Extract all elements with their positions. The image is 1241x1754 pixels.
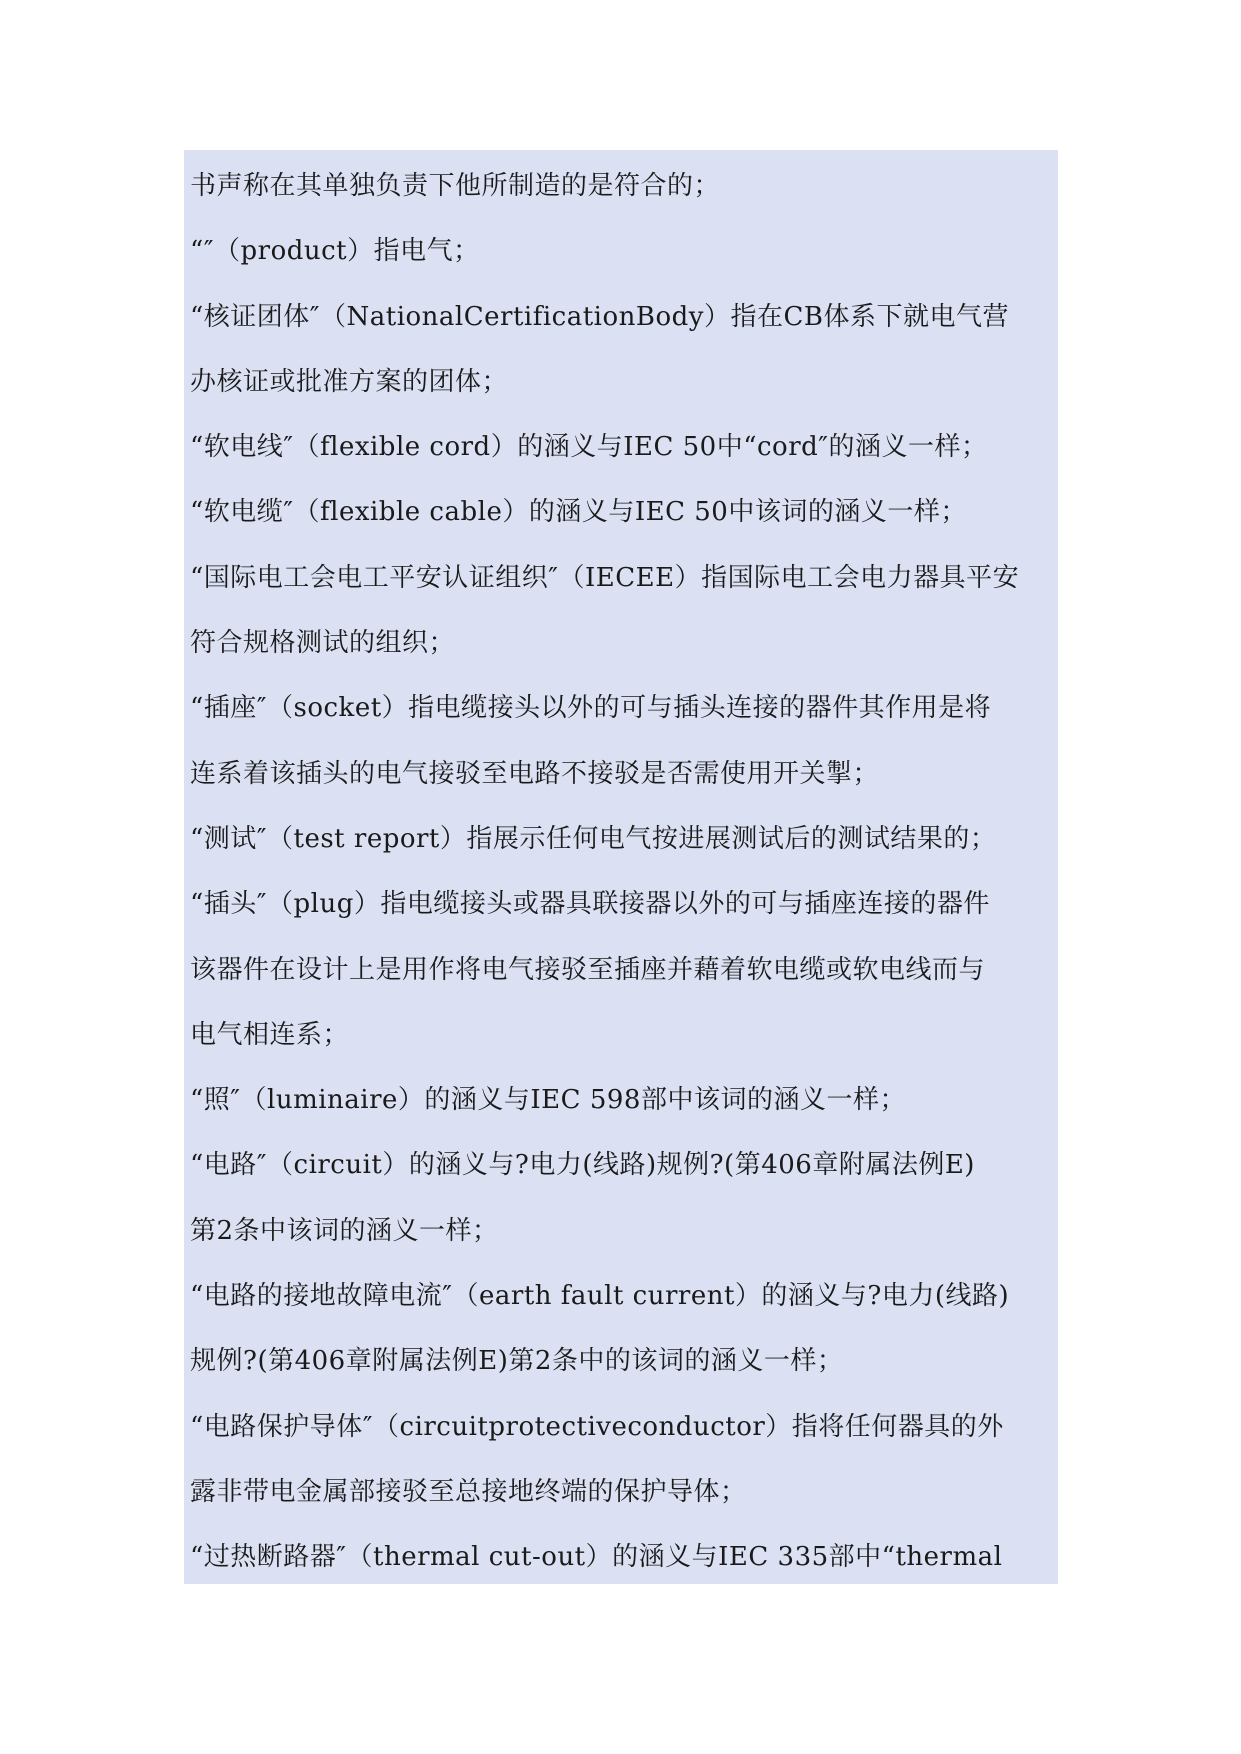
text-line: “照″（luminaire）的涵义与IEC 598部中该词的涵义一样； <box>190 1085 906 1116</box>
text-line: “″（product）指电气； <box>190 236 480 267</box>
document-body-text <box>190 154 1080 1591</box>
text-line: “电路的接地故障电流″（earth fault current）的涵义与?电力(线路) <box>190 1281 1010 1312</box>
text-line: “电路″（circuit）的涵义与?电力(线路)规例?(第406章附属法例E) <box>190 1150 975 1181</box>
text-line: “电路保护导体″（circuitprotectiveconductor）指将任何器具的外 <box>190 1411 1004 1442</box>
text-line: “软电线″（flexible cord）的涵义与IEC 50中“cord″的涵义一样； <box>190 432 988 463</box>
text-line: 办核证或批准方案的团体； <box>190 366 509 397</box>
text-line: “测试″（test report）指展示任何电气按进展测试后的测试结果的； <box>190 823 997 854</box>
text-line: “插座″（socket）指电缆接头以外的可与插头连接的器件其作用是将 <box>190 693 992 724</box>
text-line: 露非带电金属部接驳至总接地终端的保护导体； <box>190 1476 747 1507</box>
text-line: 书声称在其单独负责下他所制造的是符合的； <box>190 171 721 201</box>
text-line: 连系着该插头的电气接驳至电路不接驳是否需使用开关掣； <box>190 758 880 789</box>
text-line: 规例?(第406章附属法例E)第2条中的该词的涵义一样； <box>190 1346 844 1377</box>
text-line: “软电缆″（flexible cable）的涵义与IEC 50中该词的涵义一样； <box>190 497 967 528</box>
text-line: 电气相连系； <box>190 1019 350 1050</box>
text-line: “插头″（plug）指电缆接头或器具联接器以外的可与插座连接的器件 <box>190 889 990 920</box>
text-line: 符合规格测试的组织； <box>190 628 456 659</box>
text-line: 该器件在设计上是用作将电气接驳至插座并藉着软电缆或软电线而与 <box>190 954 986 985</box>
text-line: “过热断路器″（thermal cut-out）的涵义与IEC 335部中“thermal <box>190 1542 1003 1573</box>
text-line: “国际电工会电工平安认证组织″（IECEE）指国际电工会电力器具平安 <box>190 562 1020 593</box>
text-line: “核证团体″（NationalCertificationBody）指在CB体系下就电气营 <box>190 301 1009 332</box>
text-line: 第2条中该词的涵义一样； <box>190 1215 499 1246</box>
